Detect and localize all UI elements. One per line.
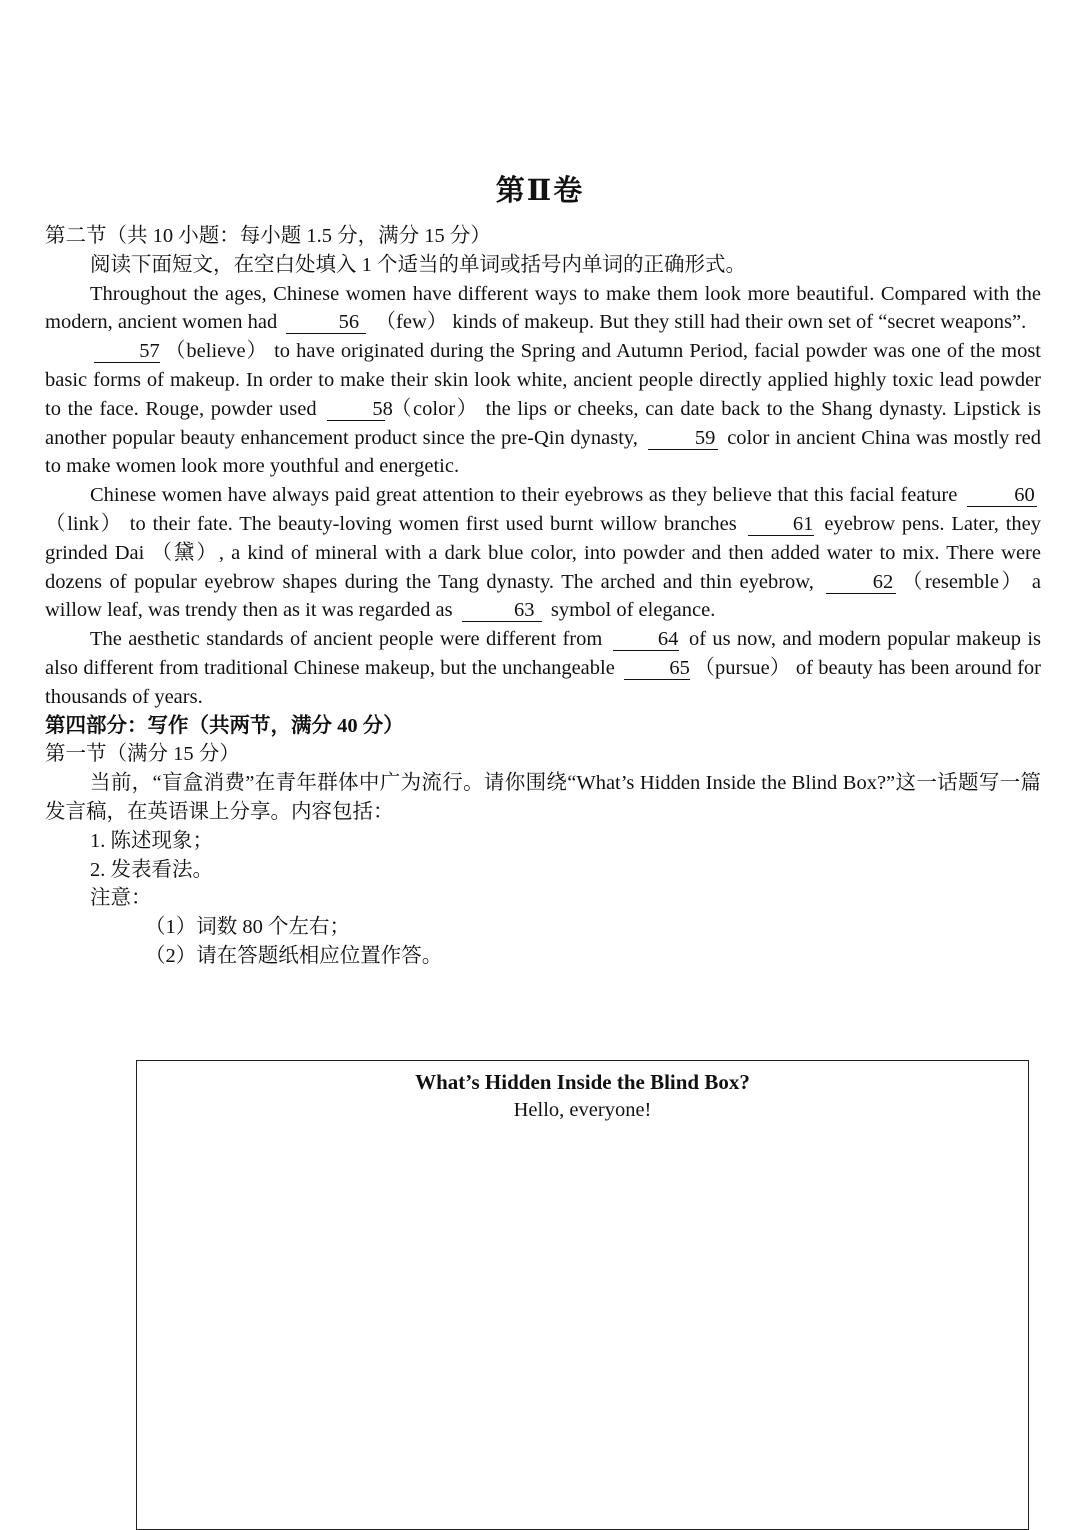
- passage-paragraph-1: [45, 280, 1041, 338]
- p3-text-2: （link） to their fate. The beauty-loving women first used burnt willow branches: [45, 512, 737, 535]
- section2-instruction: 阅读下面短文，在空白处填入 1 个适当的单词或括号内单词的正确形式。: [90, 253, 746, 276]
- writing-item-2: 2. 发表看法。: [90, 858, 213, 881]
- blank-64: 64: [613, 628, 679, 651]
- blank-62: 62: [826, 571, 896, 594]
- answer-box-title: What’s Hidden Inside the Blind Box?: [415, 1070, 750, 1094]
- passage-paragraph-3: [45, 481, 1041, 625]
- page-title: 第Ⅱ卷: [495, 173, 585, 207]
- blank-65: 65: [624, 657, 690, 680]
- p4-text-3: （pursue） of beauty has been around for thousands of years.: [45, 656, 1041, 708]
- p4-text-2: of us now, and modern popular makeup is also different from traditional Chinese makeup, but the unchangeable: [45, 628, 1042, 679]
- passage-paragraph-4: [45, 625, 1041, 711]
- note-item-2: （2）请在答题纸相应位置作答。: [145, 944, 443, 967]
- p2-text-1: （believe） to have originated during the Spring and Autumn Period, facial powder was one of the most basic forms of makeup. In order to make their skin look white, ancient people directly applied highly toxic lead powder to the face. Rouge, powder used: [45, 340, 1041, 420]
- answer-writing-box[interactable]: [136, 1060, 1029, 1530]
- p1-text-1: Throughout the ages, Chinese women have different ways to make them look more beautiful. Compared with the modern, ancient women had: [45, 282, 1041, 334]
- writing-prompt: 当前，“盲盒消费”在青年群体中广为流行。请你围绕“What’s Hidden Inside the Blind Box?”这一话题写一篇发言稿，在英语课上分享。内容包括：: [45, 772, 1041, 823]
- blank-60: 60: [967, 484, 1037, 507]
- section2-heading: 第二节（共 10 小题：每小题 1.5 分，满分 15 分）: [45, 225, 491, 247]
- note-label: 注意：: [90, 887, 152, 910]
- blank-56: 56: [286, 311, 366, 334]
- blank-57: 57: [94, 340, 160, 363]
- blank-61: 61: [748, 513, 814, 536]
- p3-text-4: （resemble） a willow leaf, was trendy then as it was regarded as: [45, 570, 1042, 622]
- blank-59: 59: [648, 427, 718, 450]
- p2-text-3: color in ancient China was mostly red to make women look more youthful and energetic.: [45, 426, 1042, 478]
- p4-text-1: The aesthetic standards of ancient people were different from: [90, 628, 603, 651]
- writing-item-1: 1. 陈述现象；: [90, 829, 213, 852]
- note-item-1: （1）词数 80 个左右；: [145, 916, 350, 939]
- blank-63: 63: [462, 599, 542, 622]
- passage-paragraph-2: [45, 337, 1041, 481]
- p3-text-3: eyebrow pens. Later, they grinded Dai （黛）, a kind of mineral with a dark blue color, into powder and then added water to mix. There were dozens of popular eyebrow shapes during the Tang dynasty. The arched and thin eyebrow,: [45, 512, 1042, 593]
- exam-content: [45, 222, 1041, 971]
- answer-box-greeting: Hello, everyone!: [513, 1099, 652, 1121]
- p3-text-1: Chinese women have always paid great attention to their eyebrows as they believe that this facial feature: [90, 484, 958, 507]
- blank-58: 58: [327, 398, 385, 421]
- p3-text-5: symbol of elegance.: [550, 599, 716, 622]
- p2-text-2: （color） the lips or cheeks, can date back to the Shang dynasty. Lipstick is another popular beauty enhancement product since the pre-Qin dynasty,: [45, 397, 1041, 449]
- part4-section1-heading: 第一节（满分 15 分）: [45, 743, 240, 766]
- part4-heading: 第四部分：写作（共两节，满分 40 分）: [45, 714, 404, 737]
- p1-text-2: （few） kinds of makeup. But they still had their own set of “secret weapons”.: [375, 311, 1027, 334]
